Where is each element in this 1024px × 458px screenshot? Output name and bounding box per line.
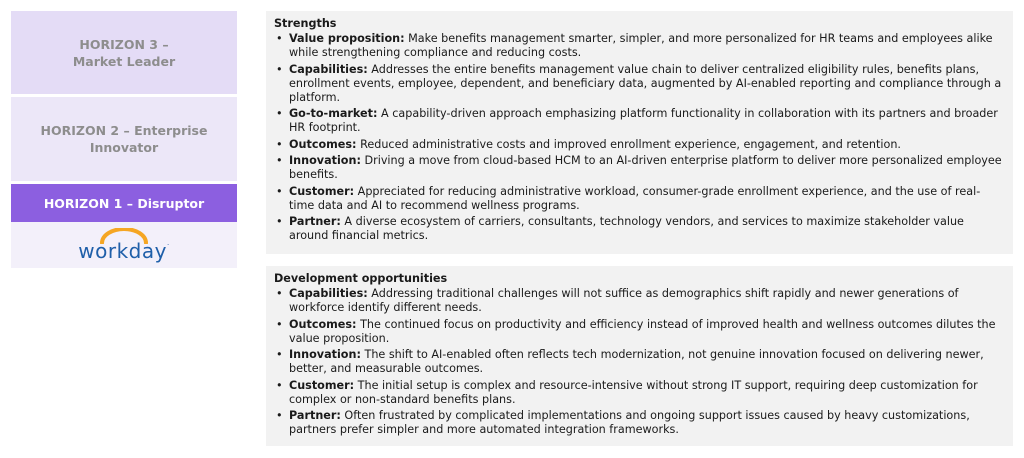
strengths-panel bbox=[266, 11, 1013, 254]
list-item bbox=[274, 32, 1005, 60]
item-label: Partner: bbox=[289, 409, 341, 422]
bullet-icon: • bbox=[276, 154, 283, 167]
bullet-icon: • bbox=[276, 184, 283, 198]
item-label: Capabilities: bbox=[289, 287, 368, 300]
list-item bbox=[274, 63, 1005, 105]
item-label: Capabilities: bbox=[289, 62, 368, 76]
item-label: Outcomes: bbox=[289, 137, 357, 151]
list-item bbox=[274, 348, 1005, 376]
logo-wordmark bbox=[74, 239, 174, 263]
bullet-icon: • bbox=[276, 409, 283, 422]
logo-text: workday bbox=[78, 239, 167, 263]
logo-box bbox=[11, 222, 237, 268]
workday-logo bbox=[74, 226, 174, 264]
bullet-icon: • bbox=[276, 62, 283, 76]
item-label: Outcomes: bbox=[289, 317, 357, 331]
item-label: Innovation: bbox=[289, 154, 361, 167]
list-item bbox=[274, 185, 1005, 213]
horizon-3-box bbox=[11, 11, 237, 94]
horizon-2-label: HORIZON 2 – Enterprise Innovator bbox=[40, 123, 208, 155]
item-label: Value proposition: bbox=[289, 32, 405, 45]
item-text: Addresses the entire benefits management value chain to deliver centralized eligibility rules, benefits plans, enrollment events, employee, dependent, and beneficiary data, augmented by AI-enabled reporting and compliance through a platform. bbox=[289, 62, 1002, 104]
list-item bbox=[274, 107, 1005, 135]
development-list bbox=[274, 287, 1005, 437]
item-text: Appreciated for reducing administrative workload, consumer-grade enrollment experience, and the use of real-time data and AI to recommend wellness programs. bbox=[289, 184, 981, 212]
horizon-column bbox=[11, 11, 237, 268]
item-text: Often frustrated by complicated implementations and ongoing support issues caused by heavy customizations, partners prefer simpler and more automated integration frameworks. bbox=[289, 409, 970, 436]
horizon-1-label: HORIZON 1 – Disruptor bbox=[43, 195, 205, 211]
bullet-icon: • bbox=[276, 32, 283, 45]
item-text: The continued focus on productivity and efficiency instead of improved health and wellness outcomes dilutes the value proposition. bbox=[289, 317, 996, 345]
development-title: Development opportunities bbox=[274, 272, 448, 285]
bullet-icon: • bbox=[276, 348, 283, 361]
item-text: The shift to AI-enabled often reflects tech modernization, not genuine innovation focused on delivering newer, better, and measurable outcomes. bbox=[289, 348, 984, 375]
list-item bbox=[274, 379, 1005, 407]
item-label: Customer: bbox=[289, 184, 355, 198]
strengths-title: Strengths bbox=[274, 17, 337, 30]
list-item bbox=[274, 287, 1005, 315]
bullet-icon: • bbox=[276, 215, 283, 228]
item-text: A capability-driven approach emphasizing platform functionality in collaboration with its partners and broader HR footprint. bbox=[289, 107, 998, 134]
bullet-icon: • bbox=[276, 107, 283, 120]
item-text: Make benefits management smarter, simpler, and more personalized for HR teams and employees alike while strengthening compliance and reducing costs. bbox=[289, 32, 993, 59]
horizon-2-box bbox=[11, 97, 237, 181]
item-text: Addressing traditional challenges will not suffice as demographics shift rapidly and newer generations of workforce identify different needs. bbox=[289, 287, 959, 314]
item-text: The initial setup is complex and resource-intensive without strong IT support, requiring deep customization for complex or non-standard benefits plans. bbox=[289, 378, 978, 406]
item-text: Driving a move from cloud-based HCM to an AI-driven enterprise platform to deliver more personalized employee benefits. bbox=[289, 154, 1002, 181]
list-item bbox=[274, 318, 1005, 346]
development-panel bbox=[266, 266, 1013, 446]
item-label: Customer: bbox=[289, 378, 355, 392]
bullet-icon: • bbox=[276, 287, 283, 300]
horizon-1-box bbox=[11, 184, 237, 222]
item-label: Innovation: bbox=[289, 348, 361, 361]
item-text: Reduced administrative costs and improved enrollment experience, engagement, and retention. bbox=[356, 137, 901, 151]
item-text: A diverse ecosystem of carriers, consultants, technology vendors, and services to maximize stakeholder value around financial metrics. bbox=[289, 215, 964, 242]
logo-mark: . bbox=[166, 239, 170, 247]
list-item bbox=[274, 154, 1005, 182]
strengths-list bbox=[274, 32, 1005, 243]
list-item bbox=[274, 138, 1005, 152]
bullet-icon: • bbox=[276, 137, 283, 151]
horizon-3-label: HORIZON 3 – Market Leader bbox=[72, 36, 176, 69]
bullet-icon: • bbox=[276, 317, 283, 331]
bullet-icon: • bbox=[276, 378, 283, 392]
item-label: Partner: bbox=[289, 215, 341, 228]
item-label: Go-to-market: bbox=[289, 107, 378, 120]
list-item bbox=[274, 409, 1005, 437]
list-item bbox=[274, 215, 1005, 243]
